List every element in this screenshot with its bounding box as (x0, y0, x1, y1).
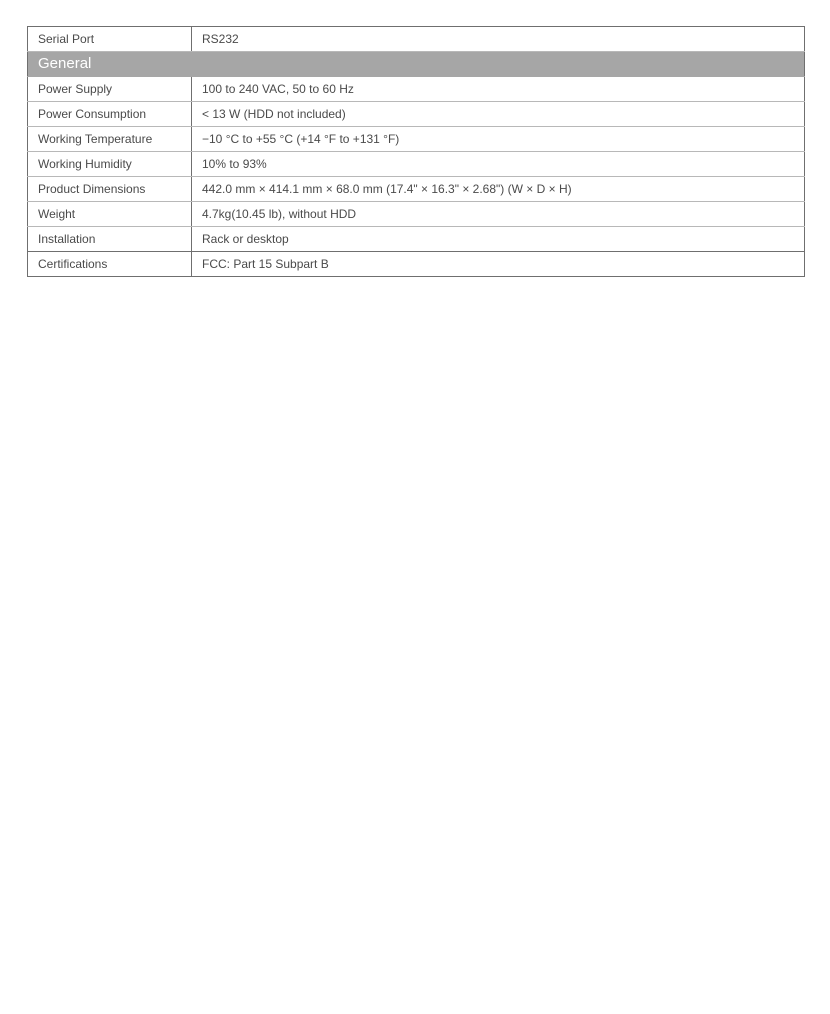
spec-value: 4.7kg(10.45 lb), without HDD (192, 202, 805, 227)
spec-value: 100 to 240 VAC, 50 to 60 Hz (192, 77, 805, 102)
spec-label: Product Dimensions (28, 177, 192, 202)
spec-label: Power Consumption (28, 102, 192, 127)
spec-label: Working Temperature (28, 127, 192, 152)
spec-value: 10% to 93% (192, 152, 805, 177)
table-row-power-consumption (28, 102, 805, 127)
spec-value: < 13 W (HDD not included) (192, 102, 805, 127)
table-row-installation (28, 227, 805, 252)
table-row-power-supply (28, 77, 805, 102)
table-row-serial-port (28, 27, 805, 52)
table-row-product-dimensions (28, 177, 805, 202)
section-title: General (28, 52, 192, 77)
spec-value: 442.0 mm × 414.1 mm × 68.0 mm (17.4" × 16.3" × 2.68") (W × D × H) (192, 177, 805, 202)
spec-label: Installation (28, 227, 192, 252)
specifications-table (27, 26, 805, 277)
table-row-working-temperature (28, 127, 805, 152)
section-value (192, 52, 805, 77)
spec-label: Certifications (28, 252, 192, 277)
spec-value: FCC: Part 15 Subpart B (192, 252, 805, 277)
spec-label: Serial Port (28, 27, 192, 52)
table-row-working-humidity (28, 152, 805, 177)
spec-value: RS232 (192, 27, 805, 52)
spec-label: Weight (28, 202, 192, 227)
table-row-certifications (28, 252, 805, 277)
table-row-weight (28, 202, 805, 227)
spec-label: Power Supply (28, 77, 192, 102)
spec-value: Rack or desktop (192, 227, 805, 252)
spec-label: Working Humidity (28, 152, 192, 177)
spec-value: −10 °C to +55 °C (+14 °F to +131 °F) (192, 127, 805, 152)
section-header-general (28, 52, 805, 77)
